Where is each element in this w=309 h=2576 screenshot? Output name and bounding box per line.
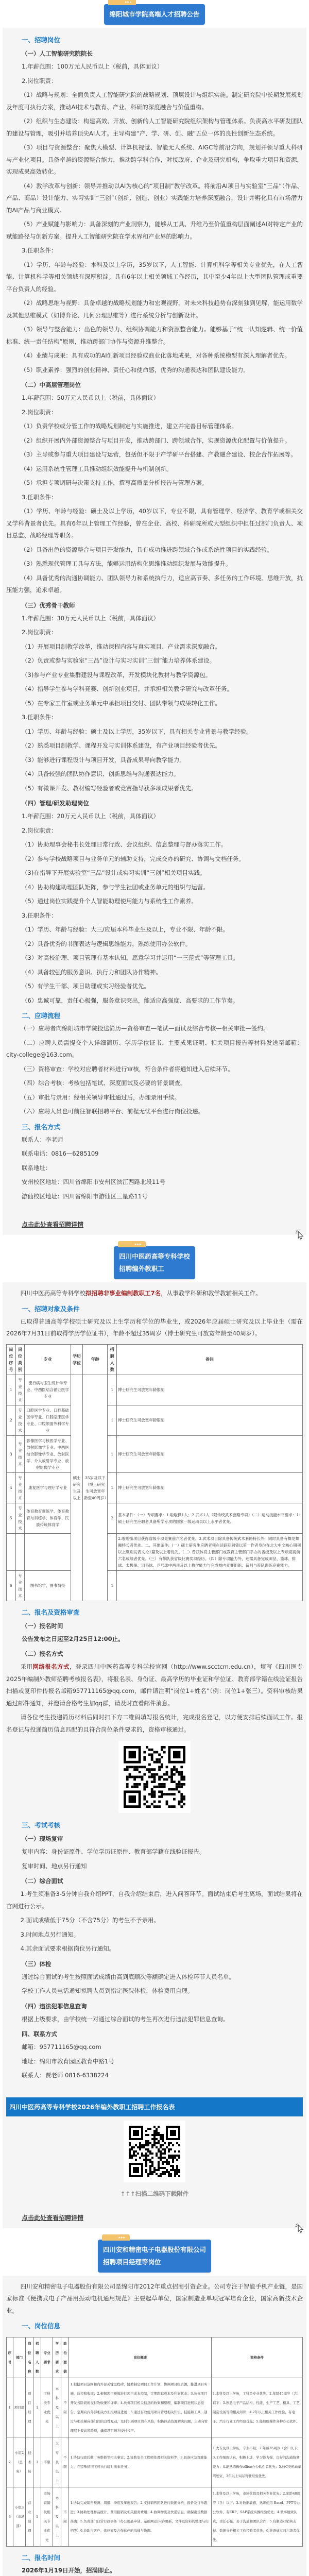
salary-range: 1.年薪范围：100万元人民币以上（税前，具体面议）	[22, 63, 163, 70]
cell-no: 1	[7, 1375, 16, 1405]
column-header: 岗位名称	[26, 2337, 33, 2378]
process-step: （二）应聘人员需提交个人详细简历、学历学位证书、主要成果证明、相关项目报告等材料发送至邮箱：city-college@163.com。	[6, 1039, 303, 1058]
section3-header	[0, 2228, 309, 2276]
cell-note: 基本条件：（一）专项要求：1.啦啦操1人；2.武术1人（限传统武术套路专项）（二）运动技能水平要求：1.硕士研究生应聘者具备所学专项的国家一级运动员以上水平者优先。	[117, 1503, 303, 1533]
method-highlight: 网络报名方式	[32, 1663, 70, 1670]
cell-major: 体育教育训练学、体育教育与训练学、体育学、民族传统体育学	[25, 1503, 71, 1533]
section1-title-badge	[104, 0, 204, 25]
cell-description: 1.根据项目范围和内外部关键里程碑，协助制定项目工作计划，协调项目组资源，推进项目实施、监控和收尾；2.根据项目预算进行项目成本控制，定期跟踪成本及利润状态；3.负责项目开发各阶段的交付物收集和评审；4.负责项目相关信息的收集和整理，编制项目进展状态报告，定期向内外部相关方汇报项目进展；5.通过有效使用项目管理相关知识、技能和工具，通过与相关横向部门间的良性互动，及时识别项目潜在风险，积极拉动资源解决问题，主动向管理层上报高风险项，确保项目顺利交付投产。	[69, 2378, 211, 2437]
cell-count: 1	[108, 1435, 117, 1472]
heading-positions: 一、招聘岗位	[22, 36, 61, 44]
qr-code-icon[interactable]	[124, 2121, 185, 2182]
method-text: 采用	[20, 1663, 33, 1670]
column-header: 年龄	[83, 1344, 108, 1375]
table-row	[7, 1503, 303, 1533]
position-title: （三）优秀骨干教师	[22, 601, 75, 609]
section2-panel	[3, 1282, 306, 2228]
process-step: （四）综合考核：考核包括笔试、深度面试及必要的背景调查。	[20, 1079, 186, 1087]
cell-type: 专业技术	[15, 1375, 25, 1405]
duty-item: （1）负责学校或分管工作的战略规划制定与实施推进，建立并完善目标管理体系。	[20, 422, 237, 430]
positions-table	[6, 1344, 303, 1601]
positions-list	[6, 47, 303, 1007]
duty-item: （3)在指导下开展实验室“三品”设计或实习实训“三创”相关项目实践。	[22, 869, 206, 876]
duty-item: （5）在专家工作室或业务单元中承担项目交付、团队带领与成果转化工作。	[22, 699, 221, 707]
intro-text: 四川中医药高等专科学校	[20, 1290, 86, 1297]
section3-title-line2: 招聘项目经理等岗位	[102, 2258, 161, 2266]
heading-registration: 二、报名及资格审查	[22, 1608, 80, 1616]
cell-note: 博士研究生可放宽年龄限制	[117, 1435, 303, 1472]
column-header: 部门	[13, 2337, 26, 2378]
duty-item: （4）指导学生参与学科竞赛、创新创业项目，并承担相关教学研究与改革任务。	[22, 685, 233, 692]
cell-count: 1	[33, 2378, 41, 2437]
interview-line: 3.时间地点另行通知。	[20, 1930, 80, 1938]
cell-count: 1	[33, 2437, 41, 2487]
contact-line: 地址：绵阳市教育园区教育中路1号	[22, 2057, 114, 2065]
view-details-link[interactable]: 点击此处查看招聘详情	[22, 2214, 84, 2222]
section3-title-badge	[98, 2235, 211, 2273]
duties-heading: 2.岗位职责：	[22, 826, 57, 834]
cell-major: 口腔医学专业、口腔基础医学专业、口腔临床医学专业、口腔颌面外科学专业	[25, 1405, 71, 1435]
cell-requirements: 1.本科及以上学历，工科类专业优先；2.年龄45周岁（含）以下；3.熟悉电子产品结构、性能、生产工艺、模具、工艺制造设备等的相关知识；4.2年以上相关工作经验，有电子、汽车行业工作经验优先；5.能熟练操作各种办公软件。	[211, 2378, 302, 2437]
table-row	[7, 2437, 303, 2487]
sub-registration-time: （一）报名时间	[22, 1622, 63, 1630]
heading-contact: 四、联系方式	[22, 2030, 57, 2038]
duties-heading: 2.岗位职责：	[22, 77, 57, 84]
column-header: 资格条件	[211, 2337, 302, 2378]
duty-item: （5）承担专项调研与决策支持工作，撰写高质量分析报告与管理方案。	[20, 479, 208, 486]
intro-text-post: ，从事教学科研和教学教辅相关工作。	[161, 1290, 262, 1297]
click-cursor-icon	[294, 2222, 305, 2233]
badge-tab-decoration: ▸▸▸	[118, 1241, 146, 1247]
cell-no: 5	[7, 1503, 16, 1533]
position-title: （一）人工智能研究院院长	[22, 50, 93, 57]
column-header: 序号	[7, 2337, 13, 2378]
requirement-item: （3）对高校治理、项目管理有基本认知，愿意学习并运用“一三范式”等管理工具。	[22, 954, 239, 961]
duties-heading: 2.岗位职责：	[22, 629, 57, 636]
cell-major: 影像医学与核医学专业、放射影像学专业、中西医结合影像学专业、放射医学、介入放射学专业、放射影像学专业	[25, 1435, 71, 1472]
cell-type: 专业技术	[15, 1405, 25, 1435]
cell-position: 技术员	[26, 2437, 33, 2487]
duty-item: （4）运用系统性管理工具推动组织效能提升与机制创新。	[20, 465, 173, 472]
company-intro: 四川安和精密电子电器股份有限公司是绵阳市2012年重点招商引资企业。公司专注于智能手机产业链，是国家标准《便携式电子产品用振动电机通用规范》主要起草单位，国家制造业单项冠军培育企业，国家高新技术企业。	[6, 2282, 303, 2314]
contact-line: 安州校区地址：四川省绵阳市安州区滨江西路北段11号	[22, 1178, 166, 1185]
requirements-heading: 3.任职条件：	[22, 714, 57, 721]
cell-political: 不限	[61, 2487, 69, 2547]
cell-type: 专业技术	[15, 1435, 25, 1472]
requirement-item: （3）熟悉现代管理工具与方法，能够运用结构化思维推动组织发展与效能提升。	[20, 560, 232, 567]
heading-exam: 三、考试考核	[22, 1821, 61, 1829]
process-step: （一）应聘者向绵阳城市学院投送简历—资格审查—笔试—面试及综合考核—相关审批—签约。	[20, 1025, 269, 1032]
column-header: 专业要求	[41, 2337, 53, 2378]
cell-age: 35岁及以下（博士研究生可放宽年龄至40周岁）	[83, 1375, 108, 1601]
duty-item: （2）负责或参与实验室“三品”设计与实习实训“三创”能力培养体系建设。	[22, 657, 216, 664]
sub-review: （一）现场复审	[22, 1835, 63, 1842]
crime-check-text: 根据上级要求，由学校统一对通过综合面试的考生再次进行违法犯罪信息查询。	[22, 2015, 229, 2023]
company-positions-table	[6, 2337, 303, 2547]
duty-item: （3）项目与资源整合：聚焦大模型、计算机视觉、智能无人系统、AIGC等前沿方向，规划并领导重大科研与产业化项目。具备卓越的资源整合能力，推动跨学科合作，对接政府、企业及研究机构，争取重大项目和资源，实现成果高效转化。	[6, 144, 303, 175]
section1-title: 绵阳城市学院高端人才招聘公告	[109, 10, 200, 18]
salary-range: 1.年薪范围：50万元人民币以上（税前，具体面议）	[22, 394, 160, 401]
table-row	[7, 1405, 303, 1435]
cell-note: 博士研究生可放宽年龄限制	[117, 1375, 303, 1405]
section3-panel	[3, 2276, 306, 2576]
requirement-item: （1）学历、年龄与经验：大三/应届本科毕业生及以上，专业不限、年龄不限。	[22, 926, 229, 933]
interview-line: 2.面试成绩低于75分（不含75分）的考生不予录用。	[20, 1917, 160, 1924]
click-cursor-icon	[294, 1229, 305, 1240]
table-row	[7, 1375, 303, 1405]
cell-major: 康复医学与理疗学专业	[25, 1472, 71, 1503]
cell-political: 不限	[61, 2378, 69, 2437]
duty-item: （1）开展项目制教学改革，推动课程内容与真实项目、产业需求深度融合。	[22, 642, 221, 650]
cell-major	[25, 1533, 71, 1570]
column-header: 招聘人数	[33, 2337, 41, 2378]
cell-note: 博士研究生可放宽年龄限制	[117, 1472, 303, 1503]
column-header: 岗位类别	[15, 1344, 25, 1375]
heading-conditions: 一、招聘对象及条件	[22, 1304, 80, 1313]
badge-tab-decoration: ▸▸▸	[102, 2234, 130, 2241]
cell-position: 项目经理	[26, 2378, 33, 2437]
cell-dept: 小组3（市场部）	[13, 2487, 26, 2547]
review-line: 复审内容：身份证原件、学位学历证原件、教育部学籍在线验证报告。	[22, 1848, 205, 1855]
requirement-item: （3）能够进行课程设计与项目开发，具备成果导向教学能力。	[22, 756, 185, 764]
cell-no: 3	[7, 2487, 13, 2547]
cell-no: 6	[7, 1570, 16, 1601]
cell-no: 2	[7, 1405, 16, 1435]
duty-item: （4）教学改革与创新：领导并推动以AI为核心的“项目制”教学改革。将前沿AI项目与实验室“三品”（作品、产品、商品）设计能力、实习实训“三创”（创新、创造、创业）实践能力培养深度融合，设计并孵化具有市场潜力的AI产品与商业模式。	[6, 182, 303, 214]
medical-line: 通过综合面试的考生按照面试成绩由高到底顺次等额确定进入体检环节人员名单。	[22, 1973, 235, 1980]
requirement-item: （1）学历、年龄与经验：本科及以上学历，35岁以下，人工智能、计算机科学等相关专业优先，在人工智能、计算机科学等相关领域有深厚积淀。具有6年以上相关领域工作经历，其中至少4年以上大型团队管理或重要平台负责人的经验。	[6, 261, 303, 293]
duty-item: （1）协助理事会秘书长处理日常行政、会议组织、信息整理与督办落实工作。	[22, 841, 227, 848]
requirements-heading: 3.任职条件：	[22, 247, 57, 254]
process-step: （五）审批与录用：经相关领导审批通过后，办理录用手续。	[20, 1093, 181, 1101]
section2-header	[0, 1235, 309, 1282]
column-header: 学历学位	[71, 1344, 83, 1375]
cell-count: 1	[108, 1570, 117, 1601]
interview-line: 1.考生须准备3-5分钟自我介绍PPT，自我介绍结束后，进入问答环节。面试结束后考生离场，面试结果将在官网进行公示。	[6, 1890, 303, 1910]
cell-education: 本科及以上	[53, 2378, 61, 2437]
badge-tab-decoration: ▸▸▸	[108, 0, 136, 5]
requirement-item: （5）职业素养：强烈的创业精神、责任心和使命感，优秀的沟通表达和团队建设能力。	[20, 366, 249, 374]
cell-type: 专业技术	[15, 1472, 25, 1503]
section2-title-badge	[114, 1242, 195, 1279]
cell-political: 不限	[61, 2437, 69, 2487]
contact-line: 联系电话：0816—6285109	[22, 1150, 99, 1157]
section1-panel	[3, 28, 306, 1235]
review-line: 复审时间、地点另行通知	[22, 1862, 87, 1870]
column-header: 岗位概述	[69, 2337, 211, 2378]
cell-count: 2	[108, 1503, 117, 1533]
intro-highlight: 拟招聘非事业编制教职工7名	[85, 1290, 161, 1297]
scan-note: 请各位考生投递简历材料后同时扫下方二维码填写报名统计，完成报名登记，以方便安排后续面试工作。报名登记与投递简历信息匹配的且符合岗位条件要求的，资格审核通过。	[6, 1714, 303, 1733]
heading-positions: 一、岗位信息	[22, 2322, 61, 2330]
column-header: 专业	[25, 1344, 71, 1375]
cell-position: 营业助理	[26, 2487, 33, 2547]
cell-major: 图书馆学、图书情报	[25, 1570, 71, 1601]
table-header-row	[7, 2337, 303, 2378]
cell-description: 1.协助完成销售预测、周报、季度及年度报告；2.支持销售团队进行数据分析、报价及订单跟进；3.协助处理样品统计、费用报销及相关服务费用；4.协调物流及快递信息，确保出货数据准确；5.负责部门日常行政事务（办公用品申请、基础网站/内容更新、文件及资料的整理与归档等）6.协助与客户、供应商及合作伙伴的沟通与协调。	[69, 2487, 211, 2547]
cell-type: 专业技术	[15, 1570, 25, 1601]
cell-count: 1	[108, 1375, 117, 1405]
requirement-item: （5）有微课开发、教材编写经验者或竞赛指导获多项成果者优先。	[22, 784, 197, 792]
duty-item: （3）主导或参与重大项目建设与运营，包括但不限于产学研平台搭建、产教融合建设、校企合作拓展等。	[20, 451, 297, 458]
cell-no: 4	[7, 1472, 16, 1503]
interview-line: 4.其余面试要求根据岗位另行通知。	[20, 1945, 115, 1952]
duty-item: （1）战略与规划：全面负责人工智能研究院的战略规划、顶层设计与组织实施。制定研究院中长期发展规划及年度可执行方案，推动AI技术与教育、产业、科研的深度融合与价值重构。	[6, 91, 303, 111]
medical-line: 学校工作人员电话通知拟聘人员到指定医院体检，体检费用自理。	[22, 1987, 194, 1994]
section2-intro	[6, 1287, 303, 1300]
column-header: 备注	[117, 1344, 303, 1375]
section1-header	[0, 0, 309, 28]
section2-title-line1: 四川中医药高等专科学校	[119, 1252, 190, 1260]
column-header: 岗位序号	[7, 1344, 16, 1375]
cell-no	[7, 1533, 16, 1570]
cell-note	[117, 1570, 303, 1601]
requirement-item: （3）领导与整合能力：出色的领导力、组织协调能力和资源整合能力。能够基于“统一认知逻辑、统一价值标准、统一责任结构”原则，推动跨部门协作与资源升维整合。	[6, 326, 303, 345]
cell-count: 1	[33, 2487, 41, 2547]
table-row	[7, 1570, 303, 1601]
column-header: 学历要求	[53, 2337, 61, 2378]
sub-medical: （三）体检	[22, 1960, 52, 1968]
table-header-row	[7, 1344, 303, 1375]
requirement-item: （4）具备较强的服务意识、执行力和团队协作精神。	[22, 968, 162, 976]
contact-line: 游仙校区地址：四川省绵阳市游仙区三星路11号	[22, 1192, 148, 1200]
salary-range: 1.年薪范围：30万元人民币以上（税前，具体面议）	[22, 614, 160, 622]
section3-title-line1: 四川安和精密电子电器股份有限公司	[102, 2245, 206, 2253]
process-list	[6, 1023, 303, 1118]
requirement-item: （2）具备出色的资源整合与项目开发能力，具有成功推进跨领域合作或系统性项目的实践经验。	[20, 546, 273, 553]
requirement-item: （1）学历、年龄与经验：硕士及以上学历，35岁以下，具有相关专业背景与教学经验。	[22, 727, 252, 735]
method-text-post: ，登录四川中医药高等专科学校官网（http://www.scctcm.edu.cn），填写《四川医专2025年编制外教师招聘考核报名表》，将报名表、身份证、最高学历的毕业证和学位证、教育部学籍在线验证报告扫描或复印件传报名邮箱957711165@qq.com，邮件请注明“岗位1+姓名”（例：岗位1+张三）。资料审核结果通过邮件通知，并邀请合格考生加qq群，请及时查看邮件消息。	[6, 1663, 303, 1707]
contact-line: 联系地址：	[22, 1164, 52, 1172]
position-title: （二）中高层管理岗位	[22, 381, 81, 388]
salary-range: 1.年薪范围：20万元人民币以上（税前，具体面议）	[22, 812, 160, 820]
cell-degree: 硕士研究生及以上	[71, 1375, 83, 1601]
section2-title-line2: 招聘编外教职工	[119, 1265, 164, 1273]
duty-item: （2）组织与生态建设：构建高效、开放、创新的人工智能研究院组织架构与管理体系。负责高水平研发团队的建设与管理，吸引并培养顶尖AI人才。主导构建“产、学、研、创、融”五位一体的良性创新生态系统。	[6, 117, 303, 137]
requirement-item: （2）具备优秀的书面表达与逻辑思维能力，熟练使用办公软件。	[22, 940, 192, 947]
cell-education: 大专及以上	[53, 2437, 61, 2487]
requirement-item: （6）忠诚可靠，责任心极强，服务意识突出，能适应高强度、高要求的工作节奏。	[22, 996, 239, 1004]
duty-item: （2）组织开展内外部资源整合与项目开发，推动跨部门、跨领域合作，实现资源优化配置与价值提升。	[20, 436, 291, 444]
heading-registration-time: 二、报名时间	[22, 2554, 61, 2562]
process-step: （六）应聘人员也可前往智联招聘平台、前程无忧平台进行岗位投递。	[20, 1108, 204, 1115]
cell-count	[108, 1533, 117, 1570]
qr-code-icon[interactable]	[118, 1741, 191, 1813]
cell-education: 本科及以上	[53, 2487, 61, 2547]
duty-item: （3)参与产业专业集群建设与课程改革，开发模块化教材与教学资源包。	[22, 671, 212, 679]
column-header: 招聘人数	[108, 1344, 117, 1375]
requirement-item: （4）具备较强的团队协作意识、创新思维与沟通表达能力。	[22, 770, 180, 777]
cell-dept: 小组2（总务）	[13, 2437, 26, 2487]
cell-note: 博士研究生可放宽年龄限制	[117, 1405, 303, 1435]
duty-item: （5）产业赋能与影响力：具备深刻的产业洞察力，能够从工具、升维乃至价值重构层面阐述AI对特定产业的赋能路径与创新方案。提升人工智能研究院在学术界和产业界的影响力。	[6, 221, 303, 240]
contact-line: 邮箱：957711165@qq.com	[22, 2043, 101, 2050]
table-row	[7, 1472, 303, 1503]
registration-time: 2026年1月19日开始，招满即止。	[22, 2567, 116, 2574]
position-title: （四）管理/研发助理岗位	[22, 800, 89, 807]
contact-line: 联系人：贾老师 0816-6338224	[22, 2072, 109, 2079]
cell-count: 1	[108, 1405, 117, 1435]
table-row	[7, 2378, 303, 2437]
form-download-bar: 四川中医药高等专科学校2026年编外教职工招聘工作报名表	[6, 2097, 303, 2116]
cell-type: 专业技术	[15, 1503, 25, 1533]
cell-note: 2.啦啦操项目获得省级专项竞赛前六名者优先。3.武术项目除具备传统武术套路特长外，同时具备有舞龙舞狮特长者优先。二、其他条件:（一）硕士研究生应聘者须在读研期间曾以第一作者身份在北大中文核心期刊以上级别发表文论1篇及以上者优先。（二）曾获体育主管部门或教育主管部门举办的省级及以上专项竞赛前六名成绩者优先。（三）有带队获省级比赛奖项经历。（四）除专项能力外，还需具备完成田径、篮球、排球、太极拳、羽毛球、乒乓球中两项及以上教学能力与完成校内竞赛组织、裁判与带队训练竞赛能力。	[117, 1533, 303, 1570]
requirement-item: （1）学历、年龄与经验：硕士及以上学历，40岁以下，专业不限，具有管理学、经济学、教育学或相关交叉学科背景者优先。具有6年以上管理工作经验，曾在企业、高校、科研院所或大型组织中担任过部门负责人、项目总监、战略经理等职务。	[6, 507, 303, 539]
registration-time: 公告发布之日起至2月25日12:00止。	[22, 1635, 124, 1642]
cell-no: 3	[7, 1435, 16, 1472]
heading-contact: 三、报名方式	[22, 1123, 61, 1131]
conditions-text: 已取得普通高等学校硕士研究及以上生学历和学位的毕业生，或2026年应届硕士研究及以上毕业生（需在2026年7月31日前取得学历学位证书），年龄不超过35周岁（博士研究生可放宽年龄至40周岁）。	[6, 1317, 303, 1337]
duties-heading: 2.岗位职责：	[22, 408, 57, 416]
duty-item: （2）参与学校战略项目与业务单元的辅助支持，完成交办的研究、协调与文档任务。	[22, 855, 245, 862]
column-header: 政治面貌	[61, 2337, 69, 2378]
cell-type	[15, 1533, 25, 1570]
cell-no: 2	[7, 2437, 13, 2487]
cell-no: 1	[7, 2378, 13, 2437]
cell-dept: 项目部	[13, 2378, 26, 2437]
requirement-item: （4）具备优秀的沟通协调能力、团队领导力和系统执行力，适应高节奏、多任务的工作环境。思维开放，抗压能力强，追求卓越。	[6, 574, 303, 594]
requirement-item: （2）战略思维与视野：具备卓越的战略规划能力和宏观视野。对未来科技趋势有深刻独到见解，能运用数学及其他思维模式（如博弈论、几何公理思维等）进行系统分析与创新设计。	[6, 299, 303, 319]
requirement-item: （5）有学生干部、项目助理或实习经验者优先。	[22, 982, 150, 990]
cell-description: 1.协助行政后勤厂务维修等相关事宜；2.协助安全工程师处理相关资料等；3.具备应急驾驶能力，在特殊情况下可执行临时出车任务；	[69, 2437, 211, 2487]
cell-major: 不限	[41, 2437, 53, 2487]
registration-method	[6, 1661, 303, 1709]
cell-requirements: 1.大专及以上学历，专业不限；2.年龄35周岁（含）以下；3.工作细致认真，积极上进，学习能力强，良好的沟通协调能力；4.能熟练操作office办公软件者优先；5.持C类机动车驾驶证，3年以上实际驾驶经验优先。	[211, 2437, 302, 2487]
cell-requirements: 1.本科及以上学历，市场营销及相关专业优先；2.年龄40周岁（含）以下；3.对数据敏感，熟练使用 Excel、PPT等办公软件，有ERP、SAP系统实操经验优先；4.做事细致认真，责任心强，善于沟通和团队合作；5.有制造业销售支持、数据分析相关工作经验者优先；6.英语通过四六级者优先。	[211, 2487, 302, 2547]
sub-interview: （二）综合面试	[22, 1877, 63, 1885]
process-step: （三）资格审查：学校对应聘者材料进行审核，符合条件者将通知进入后续环节。	[20, 1065, 234, 1073]
table-row	[7, 2487, 303, 2547]
requirements-heading: 3.任职条件：	[22, 493, 57, 501]
requirement-item: （2）熟悉项目制教学、课程开发与实训体系建设，有产业项目经验者优先。	[22, 742, 221, 749]
cell-major: 工科类专业优先	[41, 2378, 53, 2437]
requirement-item: （4）业绩与成果：具有成功的AI创新项目经验或商业化落地成果，对各种系统模型有深入理解者优先。	[20, 352, 291, 359]
cell-count: 1	[108, 1472, 117, 1503]
requirements-heading: 3.任职条件：	[22, 911, 57, 919]
table-row	[7, 1533, 303, 1570]
sub-crime-check: （四）违法犯罪信息查询	[22, 2002, 87, 2010]
duty-item: （5）通过岗位实践提升个人智能助理使用能力与系统性工作素养。	[22, 897, 197, 905]
contact-line: 联系人：李老师	[22, 1136, 63, 1143]
cell-major: 市场营销及相关专业优先	[41, 2487, 53, 2547]
sub-registration-method: （二）报名方式	[22, 1650, 63, 1657]
table-row	[7, 1435, 303, 1472]
view-details-link[interactable]: 点击此处查看招聘详情	[22, 1221, 84, 1228]
heading-process: 二、应聘流程	[22, 1012, 61, 1020]
qr-caption: ↑↑↑扫描二维码下载附件	[120, 2190, 189, 2197]
cell-major: 流行病与卫生统计学专业、中西医结合循证医学专业	[25, 1375, 71, 1405]
duty-item: （4）协助构建助理团队矩阵，参与学生社团或业务单元的组织与运营。	[22, 883, 209, 891]
contact-list	[6, 1134, 303, 1203]
